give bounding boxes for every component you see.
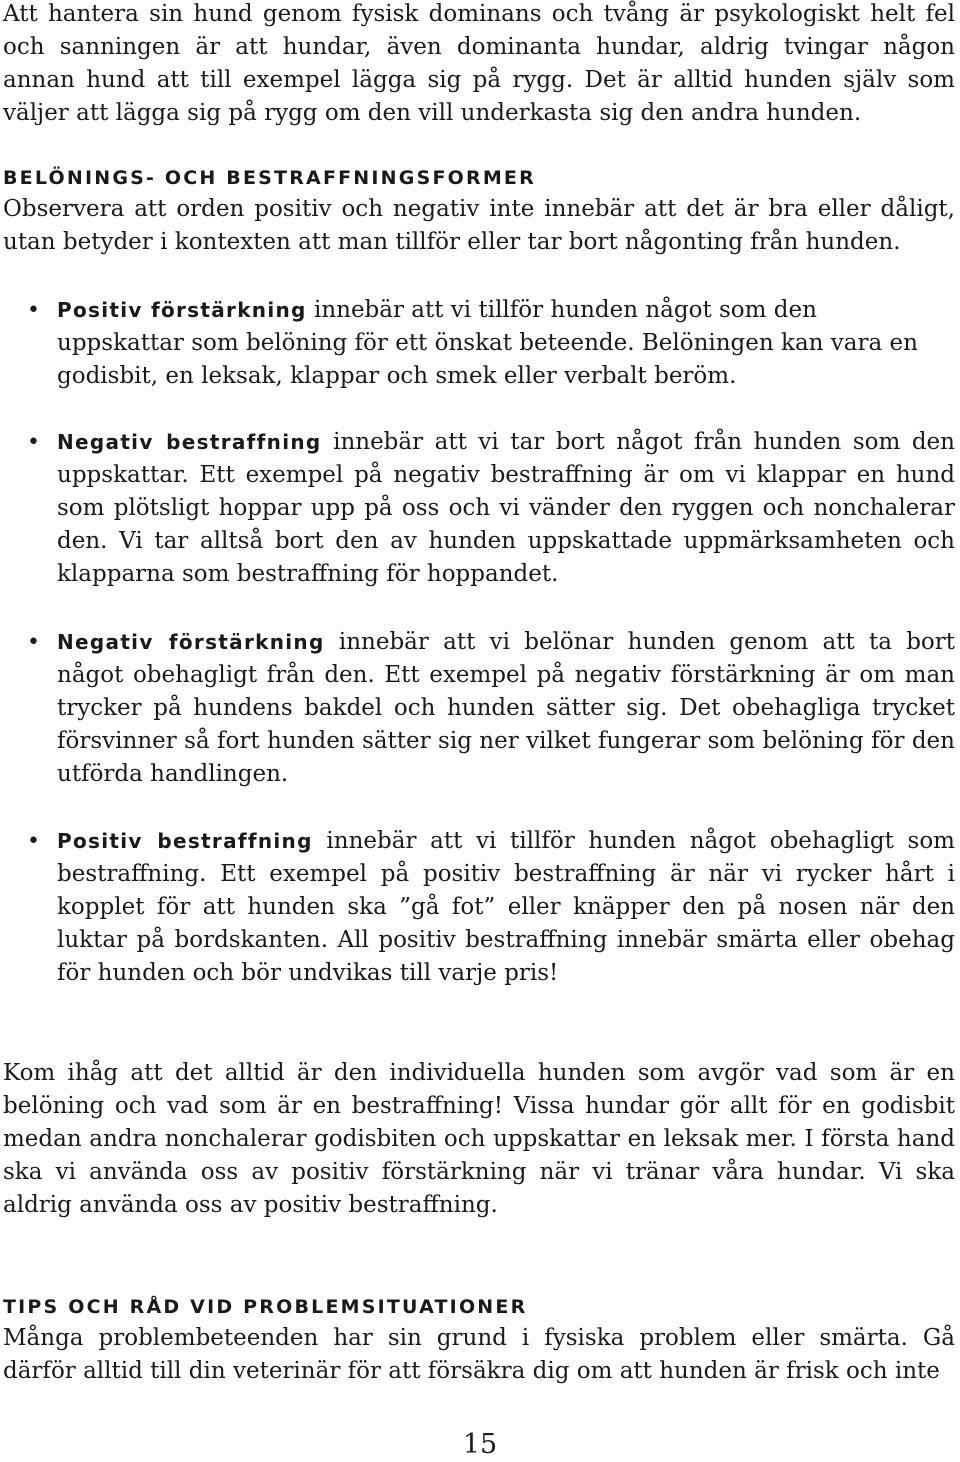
page-number: 15 — [462, 1429, 498, 1460]
item-text: innebär att vi tillför hunden något som den uppskattar som belöning för ett önskat beteende. Belöningen kan vara en godisbit, en leksak, klappar och smek eller verbalt beröm. — [57, 297, 918, 389]
bullet-icon: • — [27, 430, 40, 455]
bullet-icon: • — [27, 298, 40, 323]
list-item-positive-reinforcement — [57, 294, 937, 393]
remember-paragraph: Kom ihåg att det alltid är den individuella hunden som avgör vad som är en belöning och vad som är en bestraffning! Vissa hundar gör allt för en godisbit medan andra nonchalerar godisbiten och uppskattar en leksak mer. I första hand ska vi använda oss av positiv förstärkning när vi tränar våra hundar. Vi ska aldrig använda oss av positiv bestraffning. — [3, 1060, 955, 1218]
section-heading-tips: TIPS OCH RÅD VID PROBLEMSITUATIONER — [3, 1296, 528, 1318]
term-negative-punishment: Negativ bestraffning — [57, 430, 322, 454]
term-positive-reinforcement: Positiv förstärkning — [57, 298, 307, 322]
item-text: innebär att vi belönar hunden genom att ta bort något obehagligt från den. Ett exempel på negativ förstärkning är om man trycker på hundens bakdel och hunden sätter sig. Det obehagliga trycket försvinner så fort hunden sätter sig ner vilket fungerar som belöning för den utförda handlingen. — [57, 629, 956, 787]
bullet-icon: • — [27, 829, 40, 854]
term-positive-punishment: Positiv bestraffning — [57, 829, 313, 853]
section-intro-paragraph: Observera att orden positiv och negativ inte innebär att det är bra eller dåligt, utan betyder i kontexten att man tillför eller tar bort någonting från hunden. — [3, 196, 955, 255]
list-item-negative-reinforcement — [57, 626, 955, 791]
list-item-negative-punishment — [57, 426, 955, 591]
intro-paragraph: Att hantera sin hund genom fysisk dominans och tvång är psykologiskt helt fel och sanningen är att hundar, även dominanta hundar, aldrig tvingar någon annan hund att till exempel lägga sig på rygg. Det är alltid hunden själv som väljer att lägga sig på rygg om den vill underkasta sig den andra hunden. — [3, 1, 955, 126]
term-negative-reinforcement: Negativ förstärkning — [57, 630, 325, 654]
item-text: innebär att vi tar bort något från hunden som den uppskattar. Ett exempel på negativ bestraffning är om vi klappar en hund som plötsligt hoppar upp på oss och vi vänder den ryggen och nonchalerar den. Vi tar alltså bort den av hunden uppskattade uppmärksamheten och klapparna som bestraffning för hoppandet. — [57, 429, 955, 587]
tips-paragraph: Många problembeteenden har sin grund i fysiska problem eller smärta. Gå därför alltid till din veterinär för att försäkra dig om att hunden är frisk och inte — [3, 1325, 955, 1384]
section-heading-rewards: BELÖNINGS- OCH BESTRAFFNINGSFORMER — [3, 167, 536, 189]
bullet-icon: • — [27, 630, 40, 655]
item-text: innebär att vi tillför hunden något obehagligt som bestraffning. Ett exempel på positiv bestraffning är när vi rycker hårt i kopplet för att hunden ska ”gå fot” eller knäpper den på nosen när den luktar på bordskanten. All positiv bestraffning innebär smärta eller obehag för hunden och bör undvikas till varje pris! — [57, 828, 955, 986]
list-item-positive-punishment — [57, 825, 955, 990]
